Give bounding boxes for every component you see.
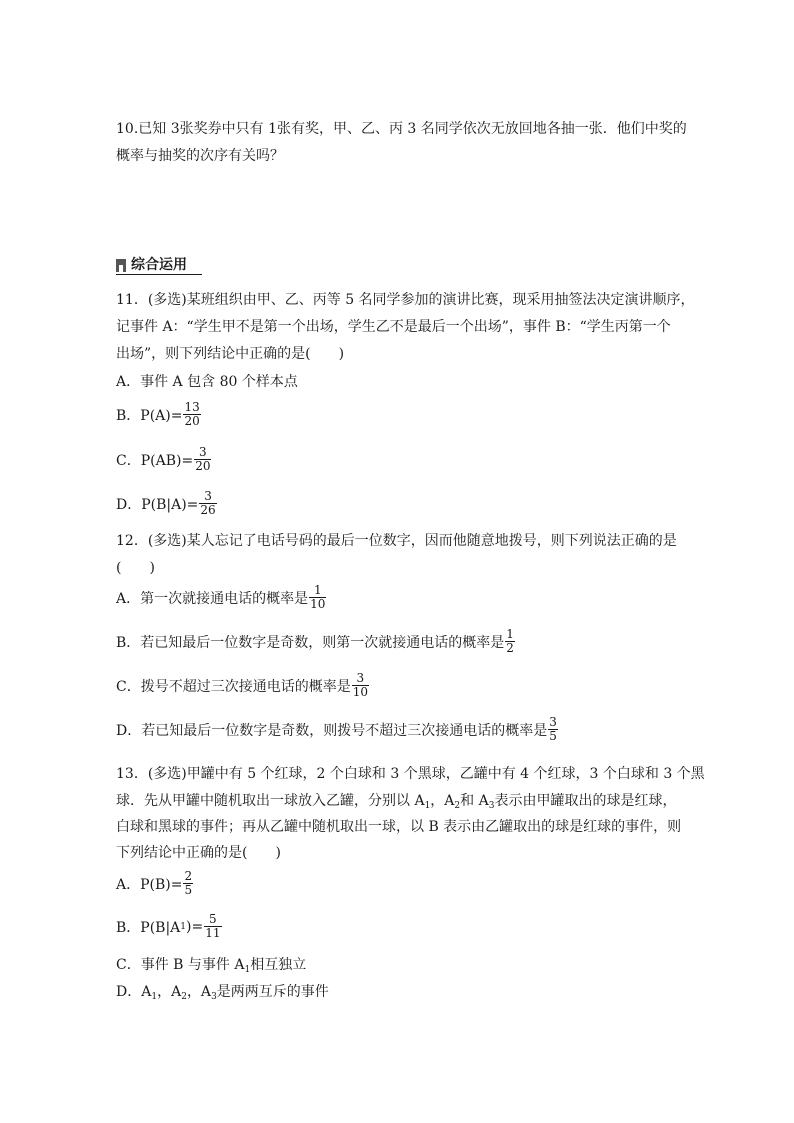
q12-line1: 12．(多选)某人忘记了电话号码的最后一位数字，因而他随意地拨号，则下列说法正确的是 [116,533,677,549]
q11-option-d [116,490,218,517]
section-underline [116,274,202,275]
q13-option-c [116,955,306,975]
q13-option-a-fraction [183,870,193,897]
q13-line3: 白球和黑球的事件；再从乙罐中随机取出一球，以 B 表示由乙罐取出的球是红球的事件，则 [116,819,682,835]
subscript: 1 [244,965,251,975]
subscript: 1 [151,992,158,1002]
q12-option-a-fraction [309,584,326,611]
q13-option-b-label-tail: )= [186,918,204,935]
q11-option-d-label: D．P(B|A)= [116,496,199,513]
q12-option-d [116,716,559,743]
q11-option-b-label: B．P(A)= [116,407,183,424]
section-title: 综合运用 [131,257,187,273]
q13-line4: 下列结论中正确的是( ) [116,845,281,861]
q12-option-b-label: B．若已知最后一位数字是奇数，则第一次就接通电话的概率是 [116,634,505,651]
q12-option-d-label: D．若已知最后一位数字是奇数，则拨号不超过三次接通电话的概率是 [116,722,548,739]
fraction-numerator: 3 [199,445,207,459]
q12-line2: ( ) [116,560,155,576]
subscript: 2 [181,992,187,1002]
subscript: 2 [454,801,461,811]
fraction-numerator: 3 [204,489,212,503]
q13-option-d-part4: 是两两互斥的事件 [216,984,329,1000]
subscript: 3 [211,992,217,1002]
q12-option-a [116,584,327,611]
fraction-denominator: 10 [352,685,368,699]
fraction-numerator: 1 [506,627,514,641]
q11-option-a: A．事件 A 包含 80 个样本点 [116,374,298,390]
q12-option-a-label: A．第一次就接通电话的概率是 [116,590,309,607]
fraction-denominator: 20 [184,414,200,428]
q11-option-d-fraction [199,490,216,517]
q13-option-d [116,982,329,1002]
fraction-denominator: 5 [184,883,193,897]
q10-line1: 10.已知 3张奖券中只有 1张有奖，甲、乙、丙 3 名同学依次无放回地各抽一张．他们中奖的 [116,121,687,137]
q11-option-c [116,446,212,473]
q13-line2-part1: 球．先从甲罐中随机取出一球放入乙罐，分别以 A [116,793,425,809]
q11-option-b [116,401,202,428]
q13-line2-part4: 表示由甲罐取出的球是红球， [494,793,677,809]
q13-option-d-part1: D．A [116,984,152,1000]
q13-option-a [116,870,194,897]
fraction-denominator: 2 [506,641,514,655]
q12-option-b [116,628,516,655]
q13-line1: 13．(多选)甲罐中有 5 个红球，2 个白球和 3 个黑球，乙罐中有 4 个红球，3 个白球和 3 个黑 [116,766,705,782]
subscript: 1 [424,801,431,811]
q11-line1: 11．(多选)某班组织由甲、乙、丙等 5 名同学参加的演讲比赛，现采用抽签法决定演讲顺序， [116,292,695,308]
fraction-numerator: 13 [184,400,200,414]
q13-option-c-part2: 相互独立 [250,957,307,973]
fraction-numerator: 2 [184,869,193,883]
q12-option-c-label: C．拨号不超过三次接通电话的概率是 [116,678,351,695]
q13-line2-part2: ，A [430,793,455,809]
q13-option-c-part1: C．事件 B 与事件 A [116,957,245,973]
fraction-numerator: 1 [313,583,322,597]
q12-option-c-fraction [352,672,369,699]
q13-option-a-label: A．P(B)= [116,876,183,893]
fraction-denominator: 5 [549,729,557,743]
q13-option-d-part3: ，A [186,984,212,1000]
q10-line2: 概率与抽奖的次序有关吗？ [116,148,284,164]
fraction-numerator: 5 [209,912,217,926]
q13-line2 [116,791,676,811]
q11-line2: 记事件 A：“学生甲不是第一个出场，学生乙不是最后一个出场”，事件 B：“学生丙第一个 [116,319,671,335]
fraction-denominator: 10 [310,597,326,611]
fraction-denominator: 26 [200,503,216,517]
q12-option-d-fraction [548,716,558,743]
q12-option-c [116,672,370,699]
q13-option-b: B．P(B|A 1 )= $\frac{5}{11}$ [116,912,221,940]
subscript: 3 [488,801,495,811]
q11-option-c-label: C．P(AB)= [116,452,194,469]
section-marker-icon [116,259,126,272]
q13-option-b-fraction [204,913,221,940]
section-heading [116,255,202,275]
q11-option-b-fraction [183,401,200,428]
q11-option-c-fraction [194,446,211,473]
q13-option-b-label: B．P(B|A [116,919,181,936]
q13-option-d-part2: ，A [157,984,182,1000]
fraction-denominator: 20 [195,459,211,473]
q13-line2-part3: 和 A [460,793,489,809]
fraction-numerator: 3 [356,671,365,685]
fraction-numerator: 3 [549,715,557,729]
q11-line3: 出场”，则下列结论中正确的是( ) [116,346,345,362]
q12-option-b-fraction [505,628,515,655]
fraction-denominator: 11 [205,926,221,940]
